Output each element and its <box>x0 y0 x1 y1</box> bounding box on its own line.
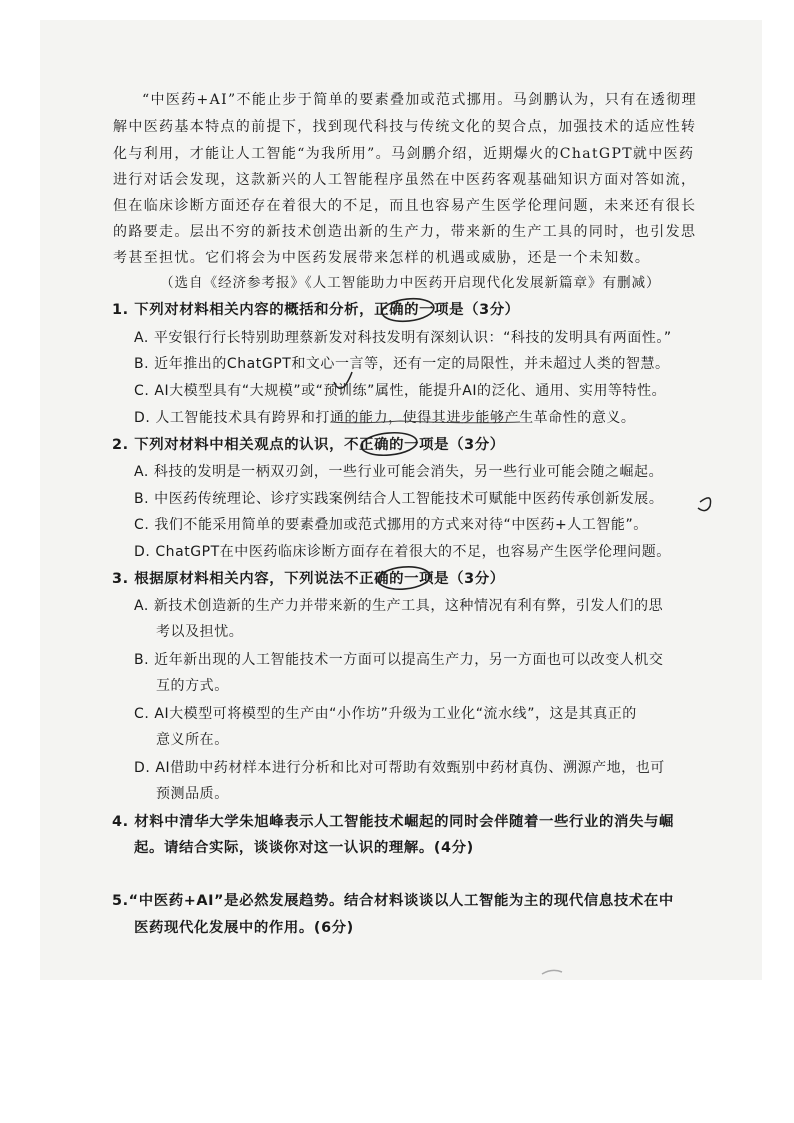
q3-option-a: A. 新技术创造新的生产力并带来新的生产工具，这种情况有利有弊，引发人们的思 <box>134 598 664 614</box>
passage-line: 考甚至担忧。它们将会为中医药发展带来怎样的机遇或威胁，还是一个未知数。 <box>113 250 651 266</box>
q1-option-d: D. 人工智能技术具有跨界和打通的能力，使得其进步能够产生革命性的意义。 <box>134 410 636 426</box>
source-citation: （选自《经济参考报》《人工智能助力中医药开启现代化发展新篇章》有删减） <box>160 275 661 291</box>
q2-option-b: B. 中医药传统理论、诊疗实践案例结合人工智能技术可赋能中医药传承创新发展。 <box>134 491 664 507</box>
q3-option-b: B. 近年新出现的人工智能技术一方面可以提高生产力，另一方面也可以改变人机交 <box>134 652 664 668</box>
question-3-stem: 3. 根据原材料相关内容，下列说法不正确的一项是（3分） <box>112 571 505 587</box>
question-4-stem: 4. 材料中清华大学朱旭峰表示人工智能技术崛起的同时会伴随着一些行业的消失与崛 <box>112 814 674 830</box>
q3-option-c-cont: 意义所在。 <box>156 732 229 748</box>
q3-option-b-cont: 互的方式。 <box>156 678 229 694</box>
passage-line: 进行对话会发现，这款新兴的人工智能程序虽然在中医药客观基础知识方面对答如流， <box>113 172 697 188</box>
q3-option-d: D. AI借助中药材样本进行分析和比对可帮助有效甄别中药材真伪、溯源产地，也可 <box>134 760 665 776</box>
q2-option-d: D. ChatGPT在中医药临床诊断方面存在着很大的不足，也容易产生医学伦理问题。 <box>134 544 671 560</box>
question-5-stem-cont: 医药现代化发展中的作用。(6分) <box>134 920 354 936</box>
q2-option-a: A. 科技的发明是一柄双刃剑，一些行业可能会消失，另一些行业可能会随之崛起。 <box>134 464 664 480</box>
q3-option-a-cont: 考以及担忧。 <box>156 624 244 640</box>
q3-option-d-cont: 预测品质。 <box>156 786 229 802</box>
passage-line: “中医药+AI”不能止步于简单的要素叠加或范式挪用。马剑鹏认为，只有在透彻理 <box>142 92 697 108</box>
passage-line: 解中医药基本特点的前提下，找到现代科技与传统文化的契合点，加强技术的适应性转 <box>113 119 697 135</box>
passage-line: 化与利用，才能让人工智能“为我所用”。马剑鹏介绍，近期爆火的ChatGPT就中医药 <box>113 146 695 162</box>
passage-line: 的路要走。层出不穷的新技术创造出新的生产力，带来新的生产工具的同时，也引发思 <box>113 224 697 240</box>
q1-option-c: C. AI大模型具有“大规模”或“预训练”属性，能提升AI的泛化、通用、实用等特性。 <box>134 383 667 399</box>
q1-option-a: A. 平安银行行长特别助理蔡新发对科技发明有深刻认识：“科技的发明具有两面性。” <box>134 330 672 346</box>
q3-option-c: C. AI大模型可将模型的生产由“小作坊”升级为工业化“流水线”，这是其真正的 <box>134 706 637 722</box>
q2-option-c: C. 我们不能采用简单的要素叠加或范式挪用的方式来对待“中医药+人工智能”。 <box>134 517 648 533</box>
question-4-stem-cont: 起。请结合实际，谈谈你对这一认识的理解。(4分) <box>134 840 474 856</box>
question-2-stem: 2. 下列对材料中相关观点的认识，不正确的一项是（3分） <box>112 437 505 453</box>
passage-line: 但在临床诊断方面还存在着很大的不足，而且也容易产生医学伦理问题，未来还有很长 <box>113 198 697 214</box>
q1-option-b: B. 近年推出的ChatGPT和文心一言等，还有一定的局限性，并未超过人类的智慧。 <box>134 356 670 372</box>
question-5-stem: 5.“中医药+AI”是必然发展趋势。结合材料谈谈以人工智能为主的现代信息技术在中 <box>112 893 674 909</box>
question-1-stem: 1. 下列对材料相关内容的概括和分析，正确的一项是（3分） <box>112 302 520 318</box>
